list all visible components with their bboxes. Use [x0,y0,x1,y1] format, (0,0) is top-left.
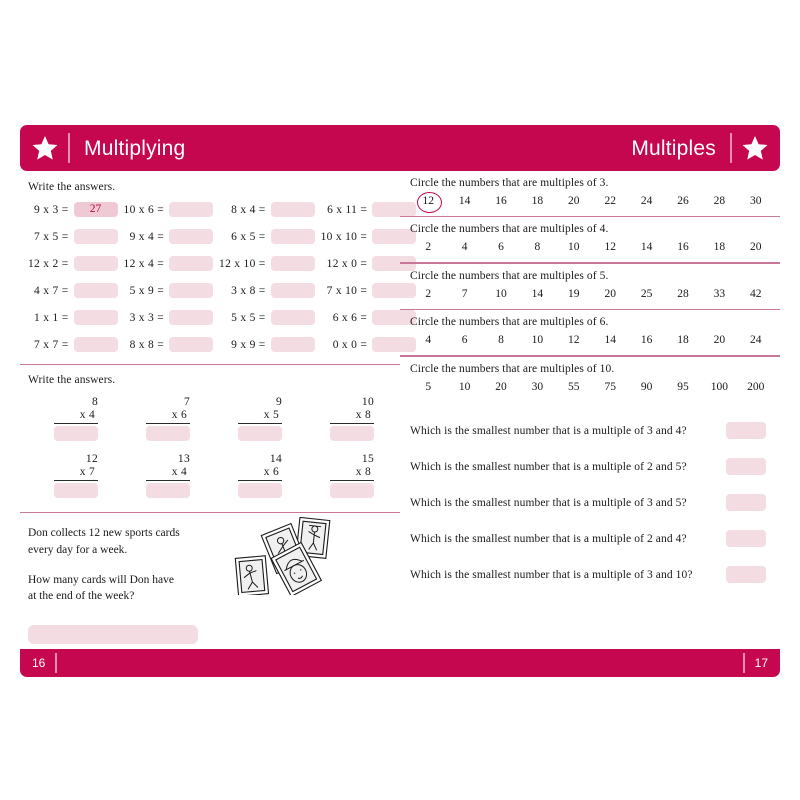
column-multiplication-problem [304,453,396,498]
page-number-left: 16 [32,656,46,670]
multiples-number-row [410,331,774,350]
multiples-number[interactable]: 28 [677,287,689,300]
column-problems-grid [28,396,396,498]
column-problem-multiplier: x 4 [146,466,190,481]
word-problem-paragraph-2 [28,572,243,605]
column-problem-answer-box[interactable] [54,426,98,441]
problem-expression: 7 x 7 = [34,338,69,351]
problem-answer-box[interactable] [271,337,315,352]
question-answer-box[interactable] [726,458,766,475]
problem-answer-box[interactable] [74,310,118,325]
multiples-number[interactable]: 20 [495,380,507,393]
multiples-number[interactable]: 20 [604,287,616,300]
problem-expression: 9 x 4 = [129,230,165,243]
sports-cards-icon [234,517,342,595]
problem-answer-box[interactable] [169,310,213,325]
multiplication-problem [28,337,124,352]
multiples-number[interactable]: 24 [640,195,653,207]
problem-expression: 9 x 3 = [34,203,69,216]
multiples-instruction: Circle the numbers that are multiples of 4. [410,223,609,236]
multiplication-problem [28,310,124,325]
multiples-number[interactable]: 4 [425,334,432,347]
multiples-number[interactable]: 12 [604,241,616,254]
multiples-number-row [410,285,774,304]
multiplication-problem [28,202,124,217]
problem-expression: 12 x 2 = [28,257,69,270]
multiples-number[interactable]: 10 [568,241,580,254]
multiples-number[interactable]: 10 [458,380,471,393]
multiplication-problem [124,283,220,298]
question-text: Which is the smallest number that is a multiple of 2 and 4? [410,532,687,545]
multiplication-problem [219,283,321,298]
multiples-number[interactable]: 18 [713,241,726,254]
multiples-number[interactable]: 10 [531,334,544,347]
star-icon [30,133,60,163]
problem-expression: 7 x 10 = [326,284,368,297]
column-problem-multiplicand: 14 [269,453,282,466]
column-problem-multiplier: x 7 [54,466,98,481]
multiplication-problem [219,229,321,244]
multiples-number[interactable]: 18 [677,334,689,347]
multiples-number[interactable]: 20 [568,195,580,207]
multiplication-problem [124,256,220,271]
multiples-number[interactable]: 20 [713,334,726,347]
problem-expression: 8 x 4 = [231,203,266,216]
column-problem-multiplier: x 6 [146,409,190,424]
column-problem-answer-box[interactable] [330,483,374,498]
word-problem-text [28,525,243,605]
problem-expression: 5 x 5 = [231,311,266,324]
multiples-number[interactable]: 4 [461,241,468,254]
problem-expression: 12 x 4 = [123,257,165,270]
multiples-number[interactable]: 8 [534,241,541,254]
left-page-content [20,171,400,649]
problem-answer-box[interactable] [169,337,213,352]
word-problem-section [20,513,400,644]
inline-problems-grid [28,202,396,352]
question-text: Which is the smallest number that is a multiple of 2 and 5? [410,460,687,473]
smallest-number-question-row [410,557,774,593]
problem-answer-box[interactable] [74,256,118,271]
question-text: Which is the smallest number that is a multiple of 3 and 5? [410,496,687,509]
star-icon [740,133,770,163]
multiples-number[interactable]: 30 [531,380,544,393]
column-multiplication-problem [120,453,212,498]
problem-expression: 6 x 11 = [327,203,368,216]
problem-answer-box[interactable] [169,202,213,217]
word-problem-answer-box[interactable] [28,625,198,644]
problem-expression: 3 x 8 = [231,284,266,297]
multiples-number[interactable]: 90 [640,380,653,393]
inline-problems-section [20,171,400,352]
column-problem-multiplier: x 8 [330,466,374,481]
right-page-footer [400,649,780,677]
multiples-number[interactable]: 7 [461,287,468,300]
multiples-number[interactable]: 2 [425,241,432,254]
multiplication-problem [124,229,220,244]
multiples-number[interactable]: 18 [531,195,544,207]
column-multiplication-problem [120,396,212,441]
multiples-number[interactable]: 16 [640,334,653,347]
column-problem-multiplicand: 10 [361,396,374,409]
column-problem-answer-box[interactable] [146,426,190,441]
multiplication-problem [219,256,321,271]
question-answer-box[interactable] [726,494,766,511]
multiples-number[interactable]: 14 [458,195,471,207]
problem-answer-box[interactable] [271,202,315,217]
column-problem-multiplier: x 4 [54,409,98,424]
problem-answer-box[interactable] [169,229,213,244]
multiples-number-row [410,192,774,211]
multiples-instruction: Circle the numbers that are multiples of 5. [410,269,609,282]
problem-answer-box[interactable] [169,283,213,298]
multiples-instruction: Circle the numbers that are multiples of 6. [410,316,609,329]
multiples-number[interactable]: 6 [461,334,468,347]
multiples-number[interactable]: 28 [713,195,726,207]
multiples-block [400,357,780,397]
column-problem-multiplicand: 12 [85,453,98,466]
multiples-number[interactable]: 30 [750,195,762,207]
multiplication-problem [219,337,321,352]
column-multiplication-problem [28,453,120,498]
multiples-number[interactable]: 20 [750,241,762,254]
column-problems-section [20,365,400,498]
problem-expression: 6 x 5 = [231,230,266,243]
multiples-number[interactable]: 42 [750,287,762,300]
problem-expression: 3 x 3 = [129,311,165,324]
multiples-number[interactable]: 16 [677,241,689,254]
smallest-number-questions [400,397,780,593]
problem-expression: 10 x 6 = [123,203,165,216]
problem-answer-filled[interactable]: 27 [74,202,118,217]
inline-section-hint: Write the answers. [28,181,116,193]
multiples-number[interactable]: 24 [750,334,762,347]
header-divider [68,133,70,163]
problem-expression: 8 x 8 = [129,338,165,351]
problem-answer-box[interactable] [74,337,118,352]
problem-answer-box[interactable] [74,229,118,244]
multiples-number[interactable]: 14 [640,241,653,254]
question-answer-box[interactable] [726,566,766,583]
multiples-number[interactable]: 2 [425,287,432,300]
word-problem-line-3: How many cards will Don have [28,573,174,586]
word-problem-line-4: at the end of the week? [28,590,135,603]
left-page-title: Multiplying [84,136,186,160]
column-problem-multiplier: x 5 [238,409,282,424]
multiples-number[interactable]: 33 [713,287,726,300]
multiples-block [400,310,780,350]
problem-expression: 7 x 5 = [34,230,69,243]
column-problem-answer-box[interactable] [238,483,282,498]
problem-expression: 6 x 6 = [332,311,368,324]
column-problem-multiplier: x 6 [238,466,282,481]
smallest-number-question-row [410,521,774,557]
problem-expression: 12 x 0 = [326,257,368,270]
header-divider [730,133,732,163]
question-text: Which is the smallest number that is a multiple of 3 and 10? [410,568,693,581]
multiples-number[interactable]: 14 [531,287,544,300]
multiples-number[interactable]: 5 [425,380,432,393]
multiples-number[interactable]: 12 [568,334,580,347]
smallest-number-question-row [410,413,774,449]
column-multiplication-problem [28,396,120,441]
right-page-header [400,125,780,171]
column-problem-answer-box[interactable] [146,483,190,498]
word-problem-line-1: Don collects 12 new sports cards [28,527,180,540]
column-problem-multiplicand: 13 [177,453,190,466]
multiples-number[interactable]: 8 [498,334,504,347]
multiples-number[interactable]: 26 [677,195,689,207]
column-problem-multiplicand: 9 [275,396,282,409]
multiples-number-circled[interactable]: 12 [410,192,446,211]
page-number-right: 17 [754,656,768,670]
problem-expression: 12 x 10 = [219,257,266,270]
footer-divider [743,653,745,673]
question-text: Which is the smallest number that is a multiple of 3 and 4? [410,424,687,437]
question-answer-box[interactable] [726,530,766,547]
multiples-instruction: Circle the numbers that are multiples of 10. [410,362,615,375]
multiples-number[interactable]: 16 [495,195,507,207]
column-problem-multiplicand: 15 [361,453,374,466]
multiplication-problem [124,202,220,217]
column-problem-answer-box[interactable] [330,426,374,441]
problem-answer-box[interactable] [271,310,315,325]
multiplication-problem [28,229,124,244]
multiples-block [400,217,780,257]
multiples-number-row [410,378,774,397]
multiples-sections [400,171,780,397]
multiples-number[interactable]: 10 [495,287,507,300]
multiples-number[interactable]: 25 [640,287,653,300]
column-problem-multiplicand: 7 [183,396,190,409]
problem-answer-box[interactable] [169,256,213,271]
question-answer-box[interactable] [726,422,766,439]
multiples-block [400,171,780,211]
multiples-instruction: Circle the numbers that are multiples of 3. [410,177,609,189]
problem-answer-box[interactable] [271,229,315,244]
multiplication-problem [28,283,124,298]
problem-answer-box[interactable] [74,283,118,298]
problem-expression: 9 x 9 = [231,338,266,351]
multiplication-problem [219,310,321,325]
right-page-content [400,171,780,649]
multiples-block [400,264,780,304]
left-page-footer [20,649,400,677]
multiples-number[interactable]: 100 [710,380,729,393]
problem-answer-box[interactable] [271,283,315,298]
multiples-number[interactable]: 200 [747,380,765,393]
multiplication-problem [219,202,321,217]
multiples-number-row [410,238,774,257]
column-section-hint: Write the answers. [28,374,116,387]
column-multiplication-problem [304,396,396,441]
column-problem-answer-box[interactable] [238,426,282,441]
multiples-number[interactable]: 6 [498,241,504,254]
multiples-number[interactable]: 95 [677,380,689,393]
smallest-number-question-row [410,449,774,485]
multiplication-problem [124,337,220,352]
multiplication-problem [28,256,124,271]
problem-expression: 1 x 1 = [34,311,69,324]
multiples-number[interactable]: 55 [568,380,580,393]
right-page-title: Multiples [631,136,716,160]
smallest-number-question-row [410,485,774,521]
multiples-number[interactable]: 22 [604,195,616,207]
problem-expression: 4 x 7 = [34,284,69,297]
problem-answer-box[interactable] [271,256,315,271]
column-multiplication-problem [212,453,304,498]
column-problem-multiplicand: 8 [91,396,98,409]
column-problem-answer-box[interactable] [54,483,98,498]
problem-expression: 10 x 10 = [320,230,368,243]
problem-expression: 5 x 9 = [129,284,165,297]
column-multiplication-problem [212,396,304,441]
multiples-number[interactable]: 14 [604,334,616,347]
problem-expression: 0 x 0 = [332,338,368,351]
footer-divider [55,653,57,673]
multiples-number[interactable]: 75 [604,380,616,393]
multiplication-problem [124,310,220,325]
multiples-number[interactable]: 19 [568,287,580,300]
word-problem-paragraph-1 [28,525,243,558]
column-problem-multiplier: x 8 [330,409,374,424]
word-problem-line-2: every day for a week. [28,543,128,556]
left-page-header [20,125,400,171]
